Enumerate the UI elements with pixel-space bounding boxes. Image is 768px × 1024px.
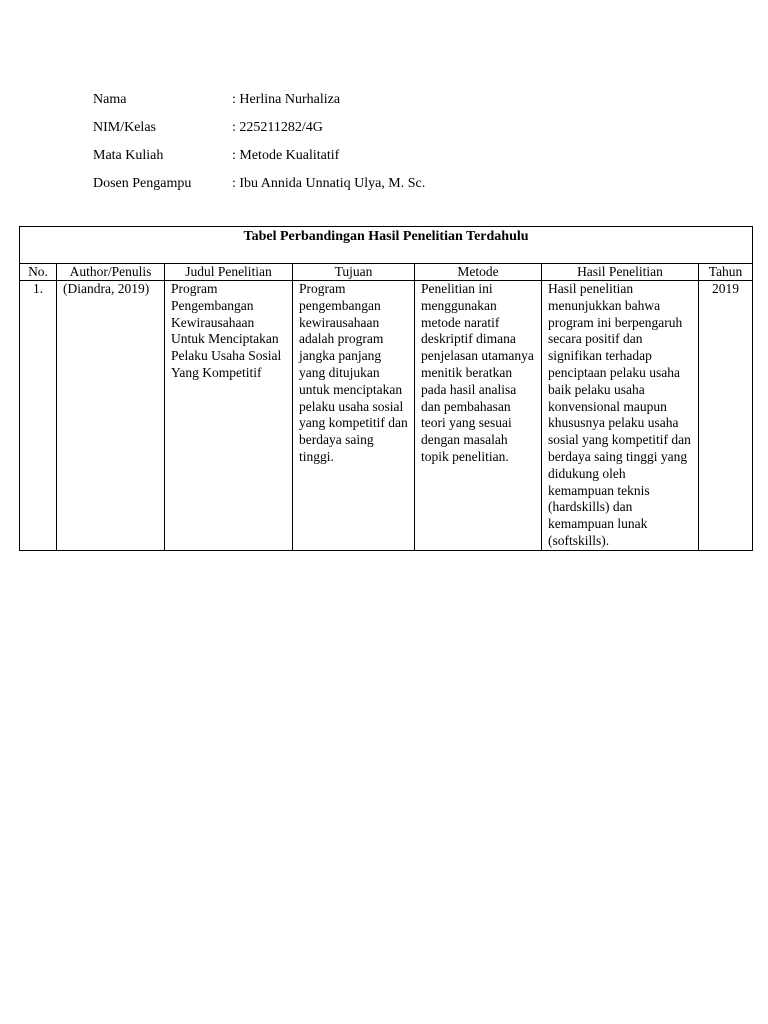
header-author: Author/Penulis: [57, 264, 165, 281]
cell-tujuan: Program pengembangan kewirausahaan adalah program jangka panjang yang ditujukan untuk menciptakan pelaku usaha sosial yang kompetitif dan berdaya saing tinggi.: [293, 281, 415, 551]
info-row-nama: [93, 86, 425, 114]
header-metode: Metode: [415, 264, 542, 281]
table-title-row: [20, 227, 753, 264]
info-value: : Metode Kualitatif: [232, 148, 340, 163]
info-label: Mata Kuliah: [93, 148, 164, 163]
header-no: No.: [20, 264, 57, 281]
table-header-row: [20, 264, 753, 281]
info-label: Dosen Pengampu: [93, 176, 192, 191]
cell-no: 1.: [20, 281, 57, 551]
info-value: : 225211282/4G: [232, 120, 323, 135]
info-value: : Ibu Annida Unnatiq Ulya, M. Sc.: [232, 176, 426, 191]
info-label: Nama: [93, 92, 127, 107]
cell-tahun: 2019: [699, 281, 753, 551]
header-tujuan: Tujuan: [293, 264, 415, 281]
header-hasil: Hasil Penelitian: [542, 264, 699, 281]
info-row-dosen: [93, 170, 425, 198]
header-tahun: Tahun: [699, 264, 753, 281]
table-row: [20, 281, 753, 551]
info-row-mata-kuliah: [93, 142, 425, 170]
header-judul: Judul Penelitian: [165, 264, 293, 281]
info-label: NIM/Kelas: [93, 120, 156, 135]
info-row-nim: [93, 114, 425, 142]
student-info: [93, 86, 425, 198]
table-title: Tabel Perbandingan Hasil Penelitian Terdahulu: [20, 227, 753, 264]
cell-judul: Program Pengembangan Kewirausahaan Untuk Menciptakan Pelaku Usaha Sosial Yang Kompetitif: [165, 281, 293, 551]
cell-metode: Penelitian ini menggunakan metode naratif deskriptif dimana penjelasan utamanya menitik beratkan pada hasil analisa dan pembahasan teori yang sesuai dengan masalah topik penelitian.: [415, 281, 542, 551]
cell-hasil: Hasil penelitian menunjukkan bahwa program ini berpengaruh secara positif dan signifikan terhadap penciptaan pelaku usaha baik pelaku usaha konvensional maupun khususnya pelaku usaha sosial yang kompetitif dan berdaya saing tinggi yang didukung oleh kemampuan teknis (hardskills) dan kemampuan lunak (softskills).: [542, 281, 699, 551]
comparison-table: [19, 226, 753, 551]
info-value: : Herlina Nurhaliza: [232, 92, 341, 107]
cell-author: (Diandra, 2019): [57, 281, 165, 551]
